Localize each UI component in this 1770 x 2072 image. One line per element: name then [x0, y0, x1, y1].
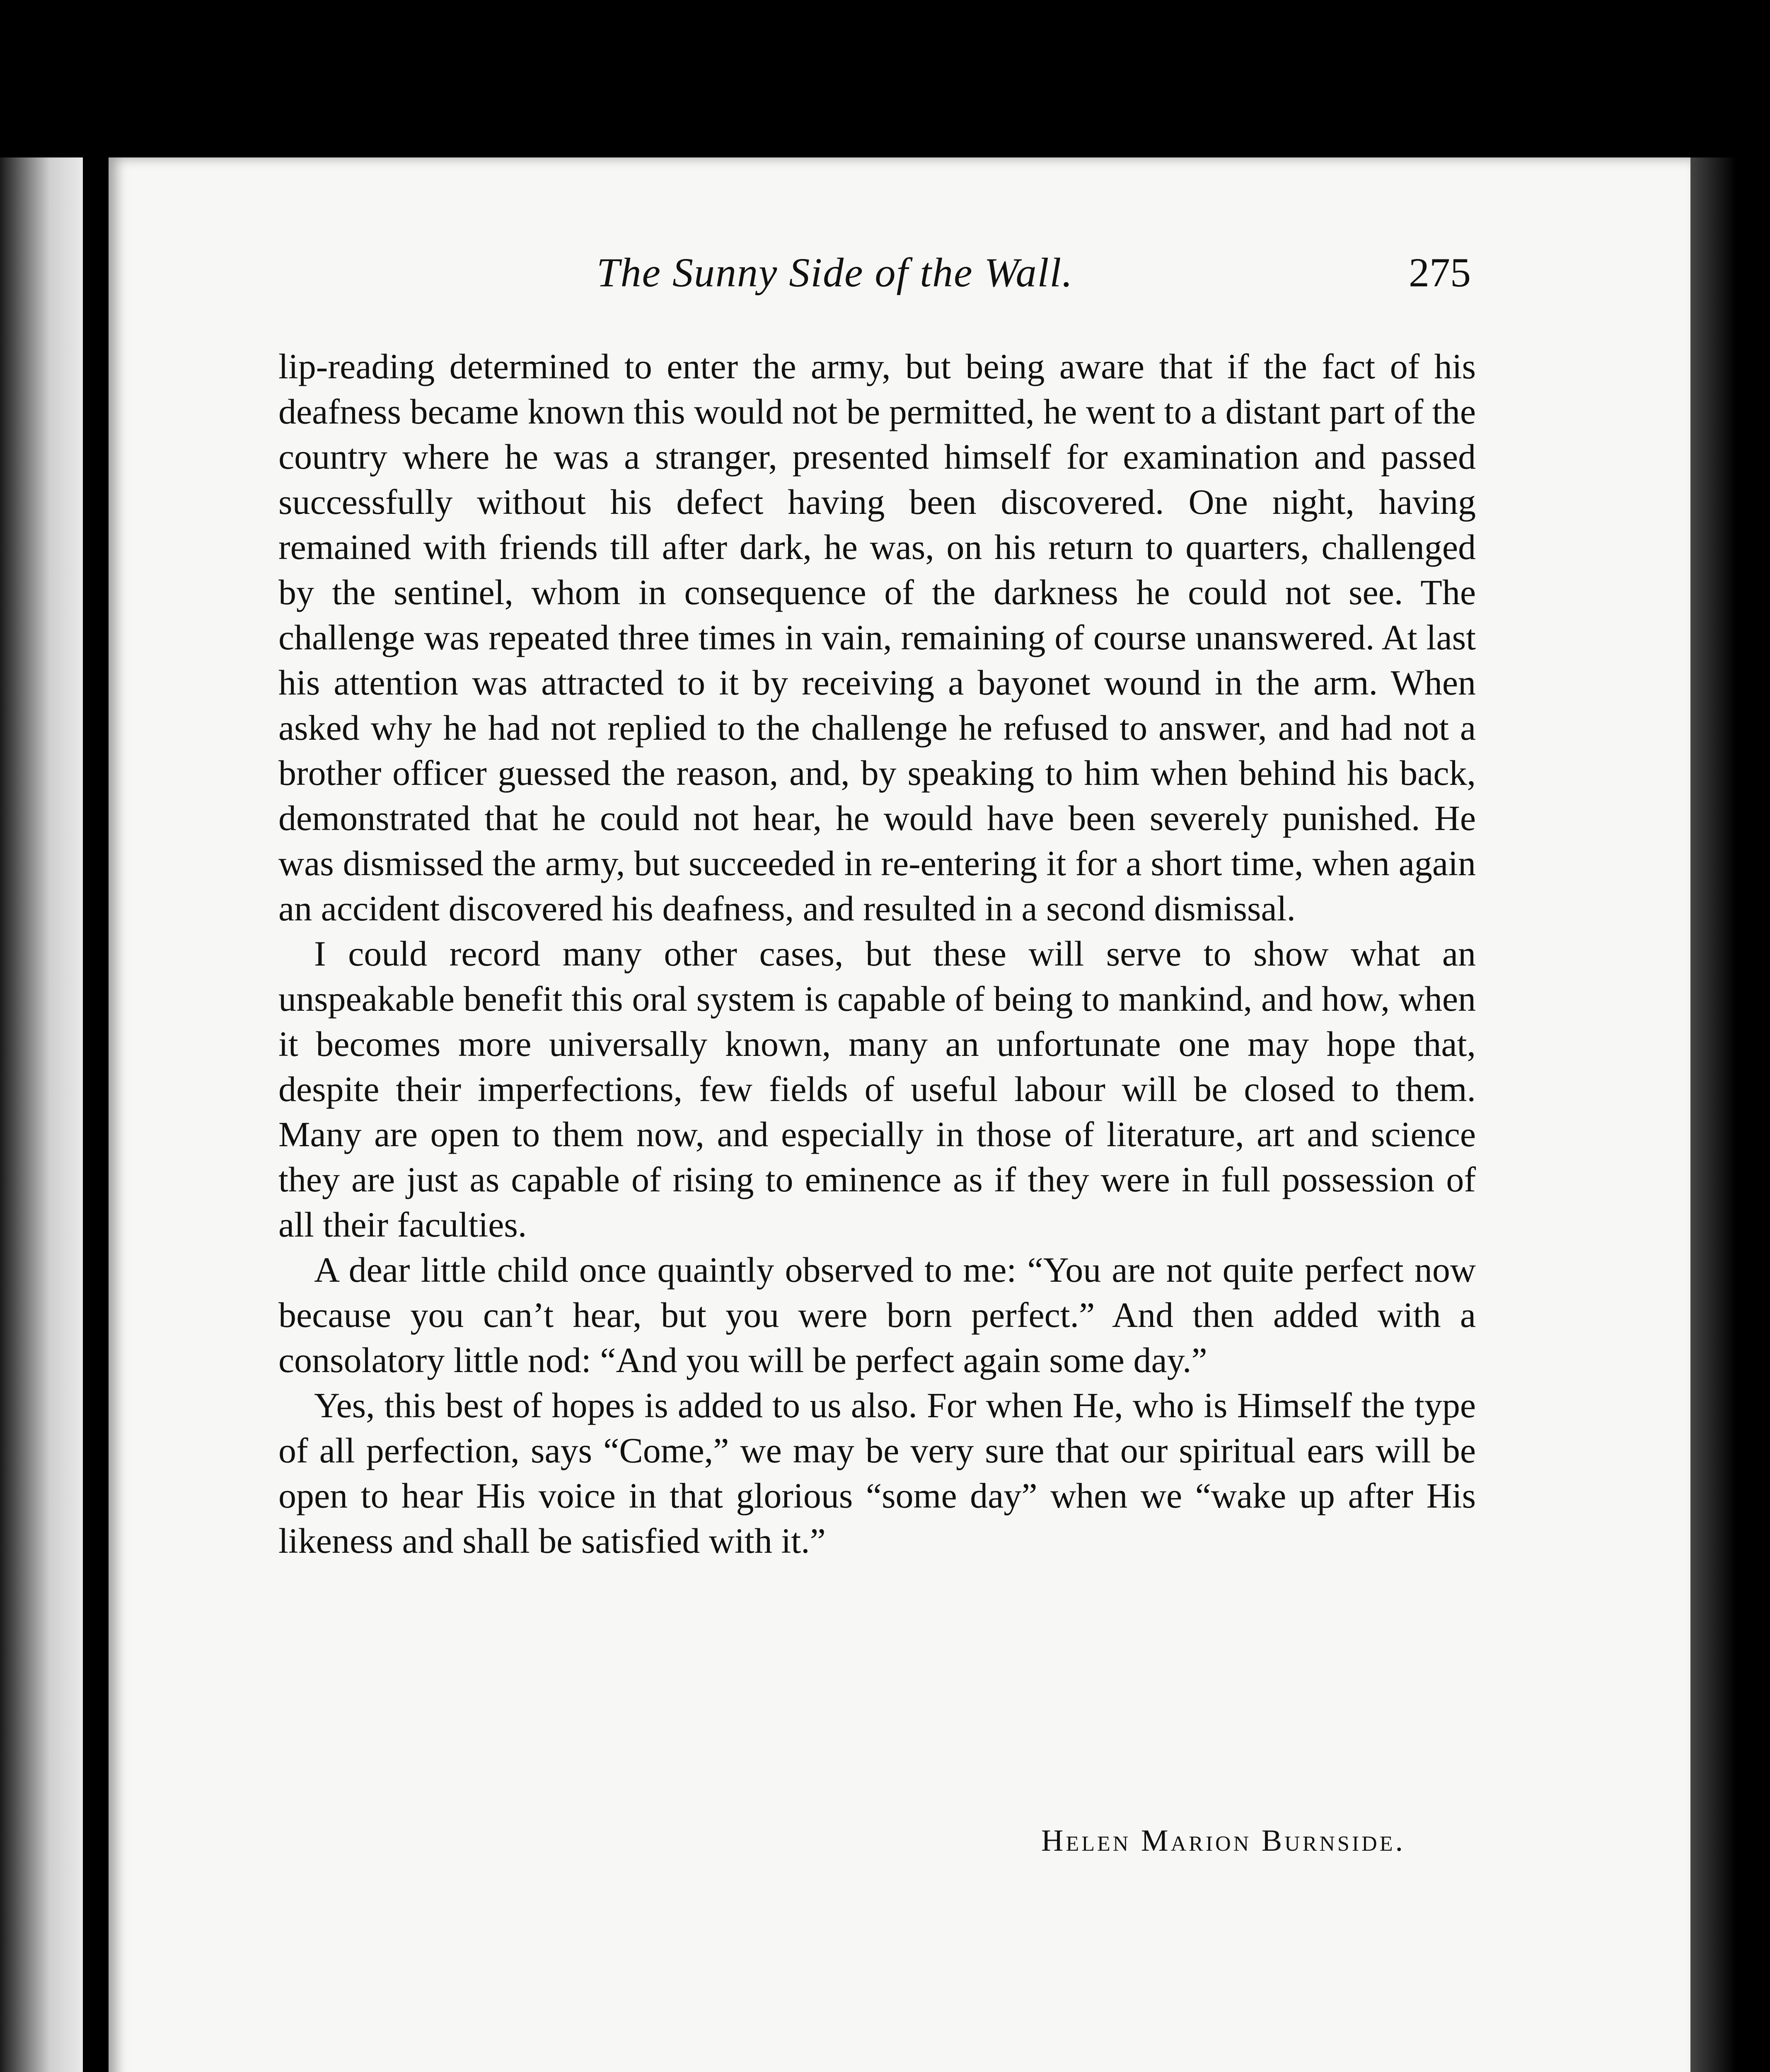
author-signature: Helen Marion Burnside. [1041, 1824, 1405, 1858]
running-head: The Sunny Side of the Wall. [597, 249, 1074, 295]
body-text [278, 344, 1476, 1564]
page-number: 275 [1409, 249, 1471, 295]
paragraph: lip-reading determined to enter the army, but being aware that if the fact of his deafness became known this would not be permitted, he went to a distant part of the country where he was a stranger, presented himself for examination and passed successfully without his defect having been discovered. One night, having remained with friends till after dark, he was, on his return to quarters, challenged by the sentinel, whom in consequence of the darkness he could not see. The challenge was repeated three times in vain, remaining of course unanswered. At last his attention was attracted to it by receiving a bayonet wound in the arm. When asked why he had not replied to the challenge he refused to answer, and had not a brother officer guessed the reason, and, by speaking to him when behind his back, demonstrated that he could not hear, he would have been severely punished. He was dismissed the army, but succeeded in re-entering it for a short time, when again an accident discovered his deafness, and resulted in a second dismissal. [278, 346, 1476, 928]
paragraph: A dear little child once quaintly observed to me: “You are not quite perfect now because you can’t hear, but you were born perfect.” And then added with a consolatory little nod: “And you will be perfect again some day.” [278, 1250, 1476, 1380]
left-page-edge [0, 157, 83, 2072]
page-shadow [1690, 157, 1736, 2072]
paragraph: I could record many other cases, but these will serve to show what an unspeakable benefit this oral system is capable of being to mankind, and how, when it becomes more universally known, many an unfortunate one may hope that, despite their imperfections, few fields of useful labour will be closed to them. Many are open to them now, and especially in those of literature, art and science they are just as capable of rising to eminence as if they were in full possession of all their faculties. [278, 934, 1476, 1244]
paragraph: Yes, this best of hopes is added to us also. For when He, who is Himself the type of all perfection, says “Come,” we may be very sure that our spiritual ears will be open to hear His voice in that glorious “some day” when we “wake up after His likeness and shall be satisfied with it.” [278, 1385, 1476, 1561]
